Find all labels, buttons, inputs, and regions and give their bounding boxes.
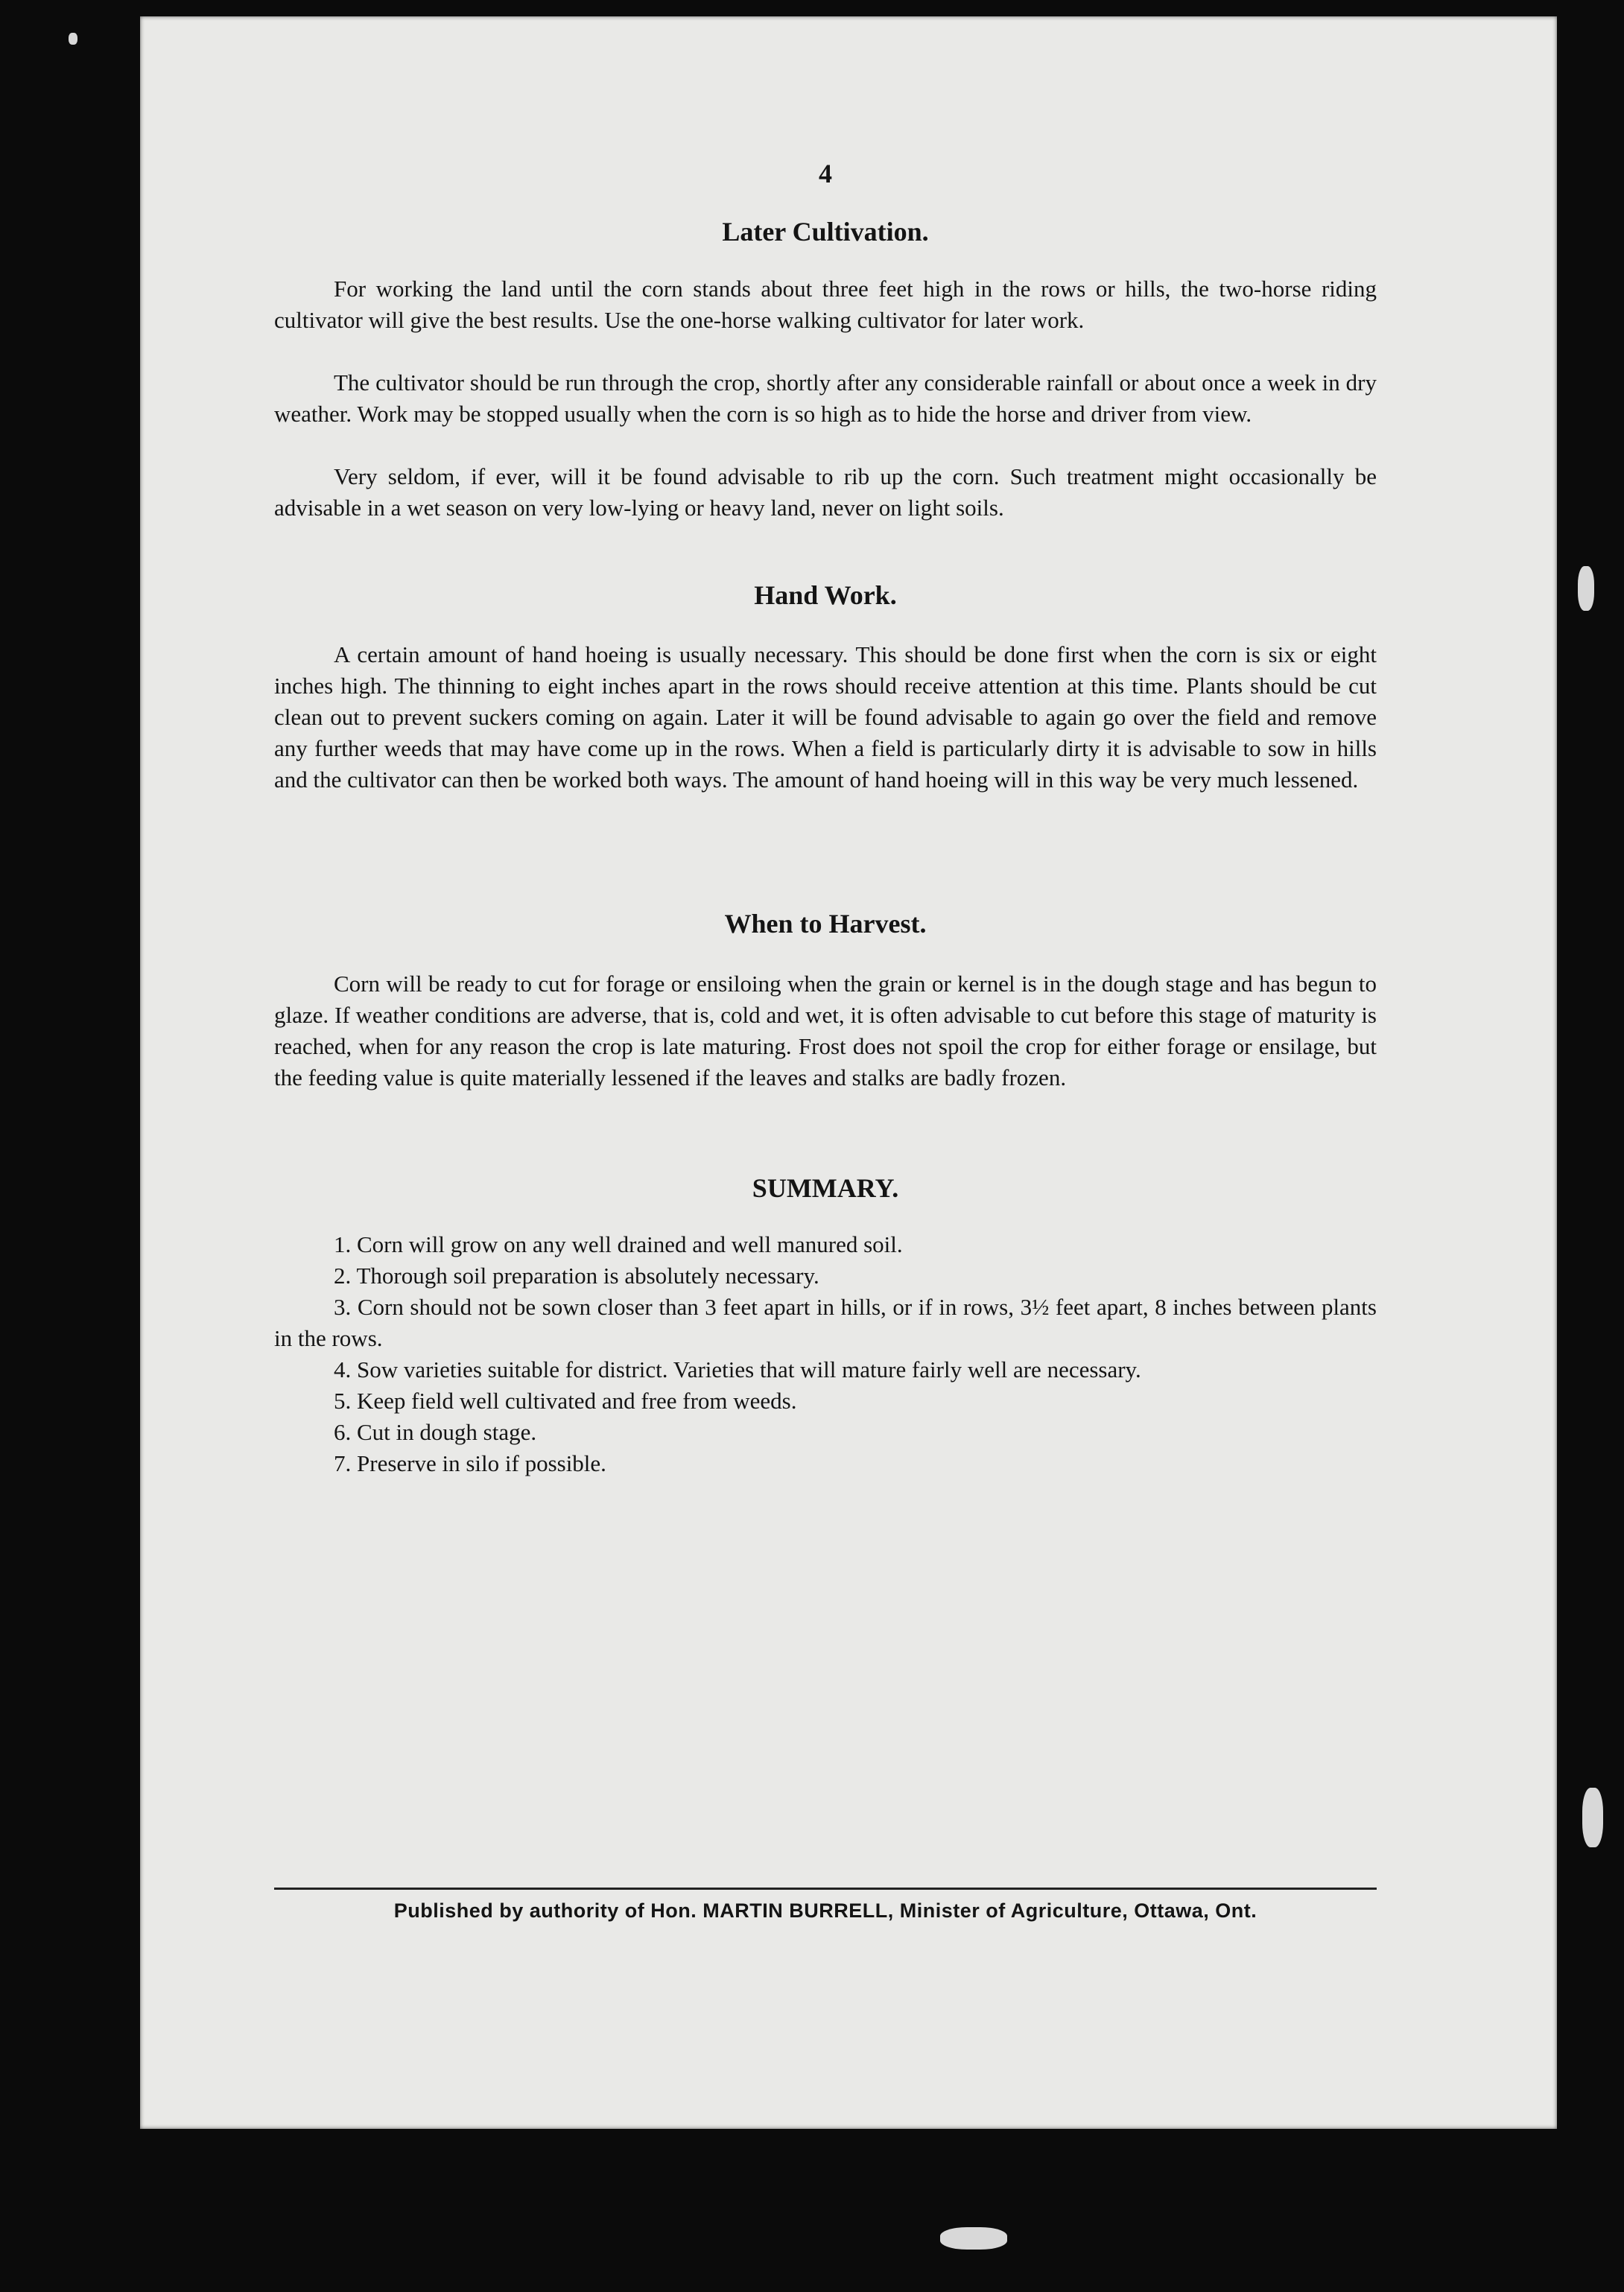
publication-footer: Published by authority of Hon. MARTIN BURRELL, Minister of Agriculture, Ottawa, Ont. (393, 1899, 1257, 1922)
footer-divider (274, 1888, 1377, 1890)
paragraph-when-to-harvest: Corn will be ready to cut for forage or ensiloing when the grain or kernel is in the dough stage and has begun to glaze. If weather conditions are adverse, that is, cold and wet, it is often advisable to cut before this stage of maturity is reached, when for any reason the crop is late maturing. Frost does not spoil the crop for either forage or ensilage, but the feeding value is quite materially lessened if the leaves and stalks are badly frozen. (274, 971, 1377, 1091)
scan-speck (940, 2227, 1007, 2250)
page-number: 4 (819, 159, 832, 188)
summary-item: 4. Sow varieties suitable for district. Varieties that will mature fairly well are necessary. (334, 1356, 1141, 1382)
summary-list (274, 1229, 1377, 1479)
heading-hand-work: Hand Work. (754, 580, 897, 610)
paragraph-later-cultivation-3: Very seldom, if ever, will it be found advisable to rib up the corn. Such treatment might occasionally be advisable in a wet season on very low-lying or heavy land, never on light soils. (274, 463, 1377, 521)
scan-speck (1578, 566, 1594, 611)
scan-speck (69, 33, 77, 45)
document-page (140, 16, 1557, 2129)
summary-item: 2. Thorough soil preparation is absolutely necessary. (334, 1263, 819, 1289)
scan-speck (1582, 1788, 1603, 1847)
summary-item: 5. Keep field well cultivated and free from weeds. (334, 1388, 797, 1414)
summary-item: 6. Cut in dough stage. (334, 1419, 537, 1445)
summary-item: 1. Corn will grow on any well drained and well manured soil. (334, 1231, 903, 1257)
summary-item: 3. Corn should not be sown closer than 3 feet apart in hills, or if in rows, 3½ feet apart, 8 inches between plants in the rows. (274, 1294, 1377, 1351)
paragraph-later-cultivation-1: For working the land until the corn stands about three feet high in the rows or hills, the two-horse riding cultivator will give the best results. Use the one-horse walking cultivator for later work. (274, 276, 1377, 333)
summary-item: 7. Preserve in silo if possible. (334, 1450, 606, 1476)
heading-when-to-harvest: When to Harvest. (724, 909, 927, 939)
paragraph-later-cultivation-2: The cultivator should be run through the crop, shortly after any considerable rainfall or about once a week in dry weather. Work may be stopped usually when the corn is so high as to hide the horse and driver from view. (274, 369, 1377, 427)
heading-summary: SUMMARY. (752, 1173, 899, 1203)
heading-later-cultivation: Later Cultivation. (722, 217, 929, 247)
paragraph-hand-work: A certain amount of hand hoeing is usually necessary. This should be done first when the corn is six or eight inches high. The thinning to eight inches apart in the rows should receive attention at this time. Plants should be cut clean out to prevent suckers coming on again. Later it will be found advisable to again go over the field and remove any further weeds that may have come up in the rows. When a field is particularly dirty it is advisable to sow in hills and the cultivator can then be worked both ways. The amount of hand hoeing will in this way be very much lessened. (274, 641, 1377, 793)
